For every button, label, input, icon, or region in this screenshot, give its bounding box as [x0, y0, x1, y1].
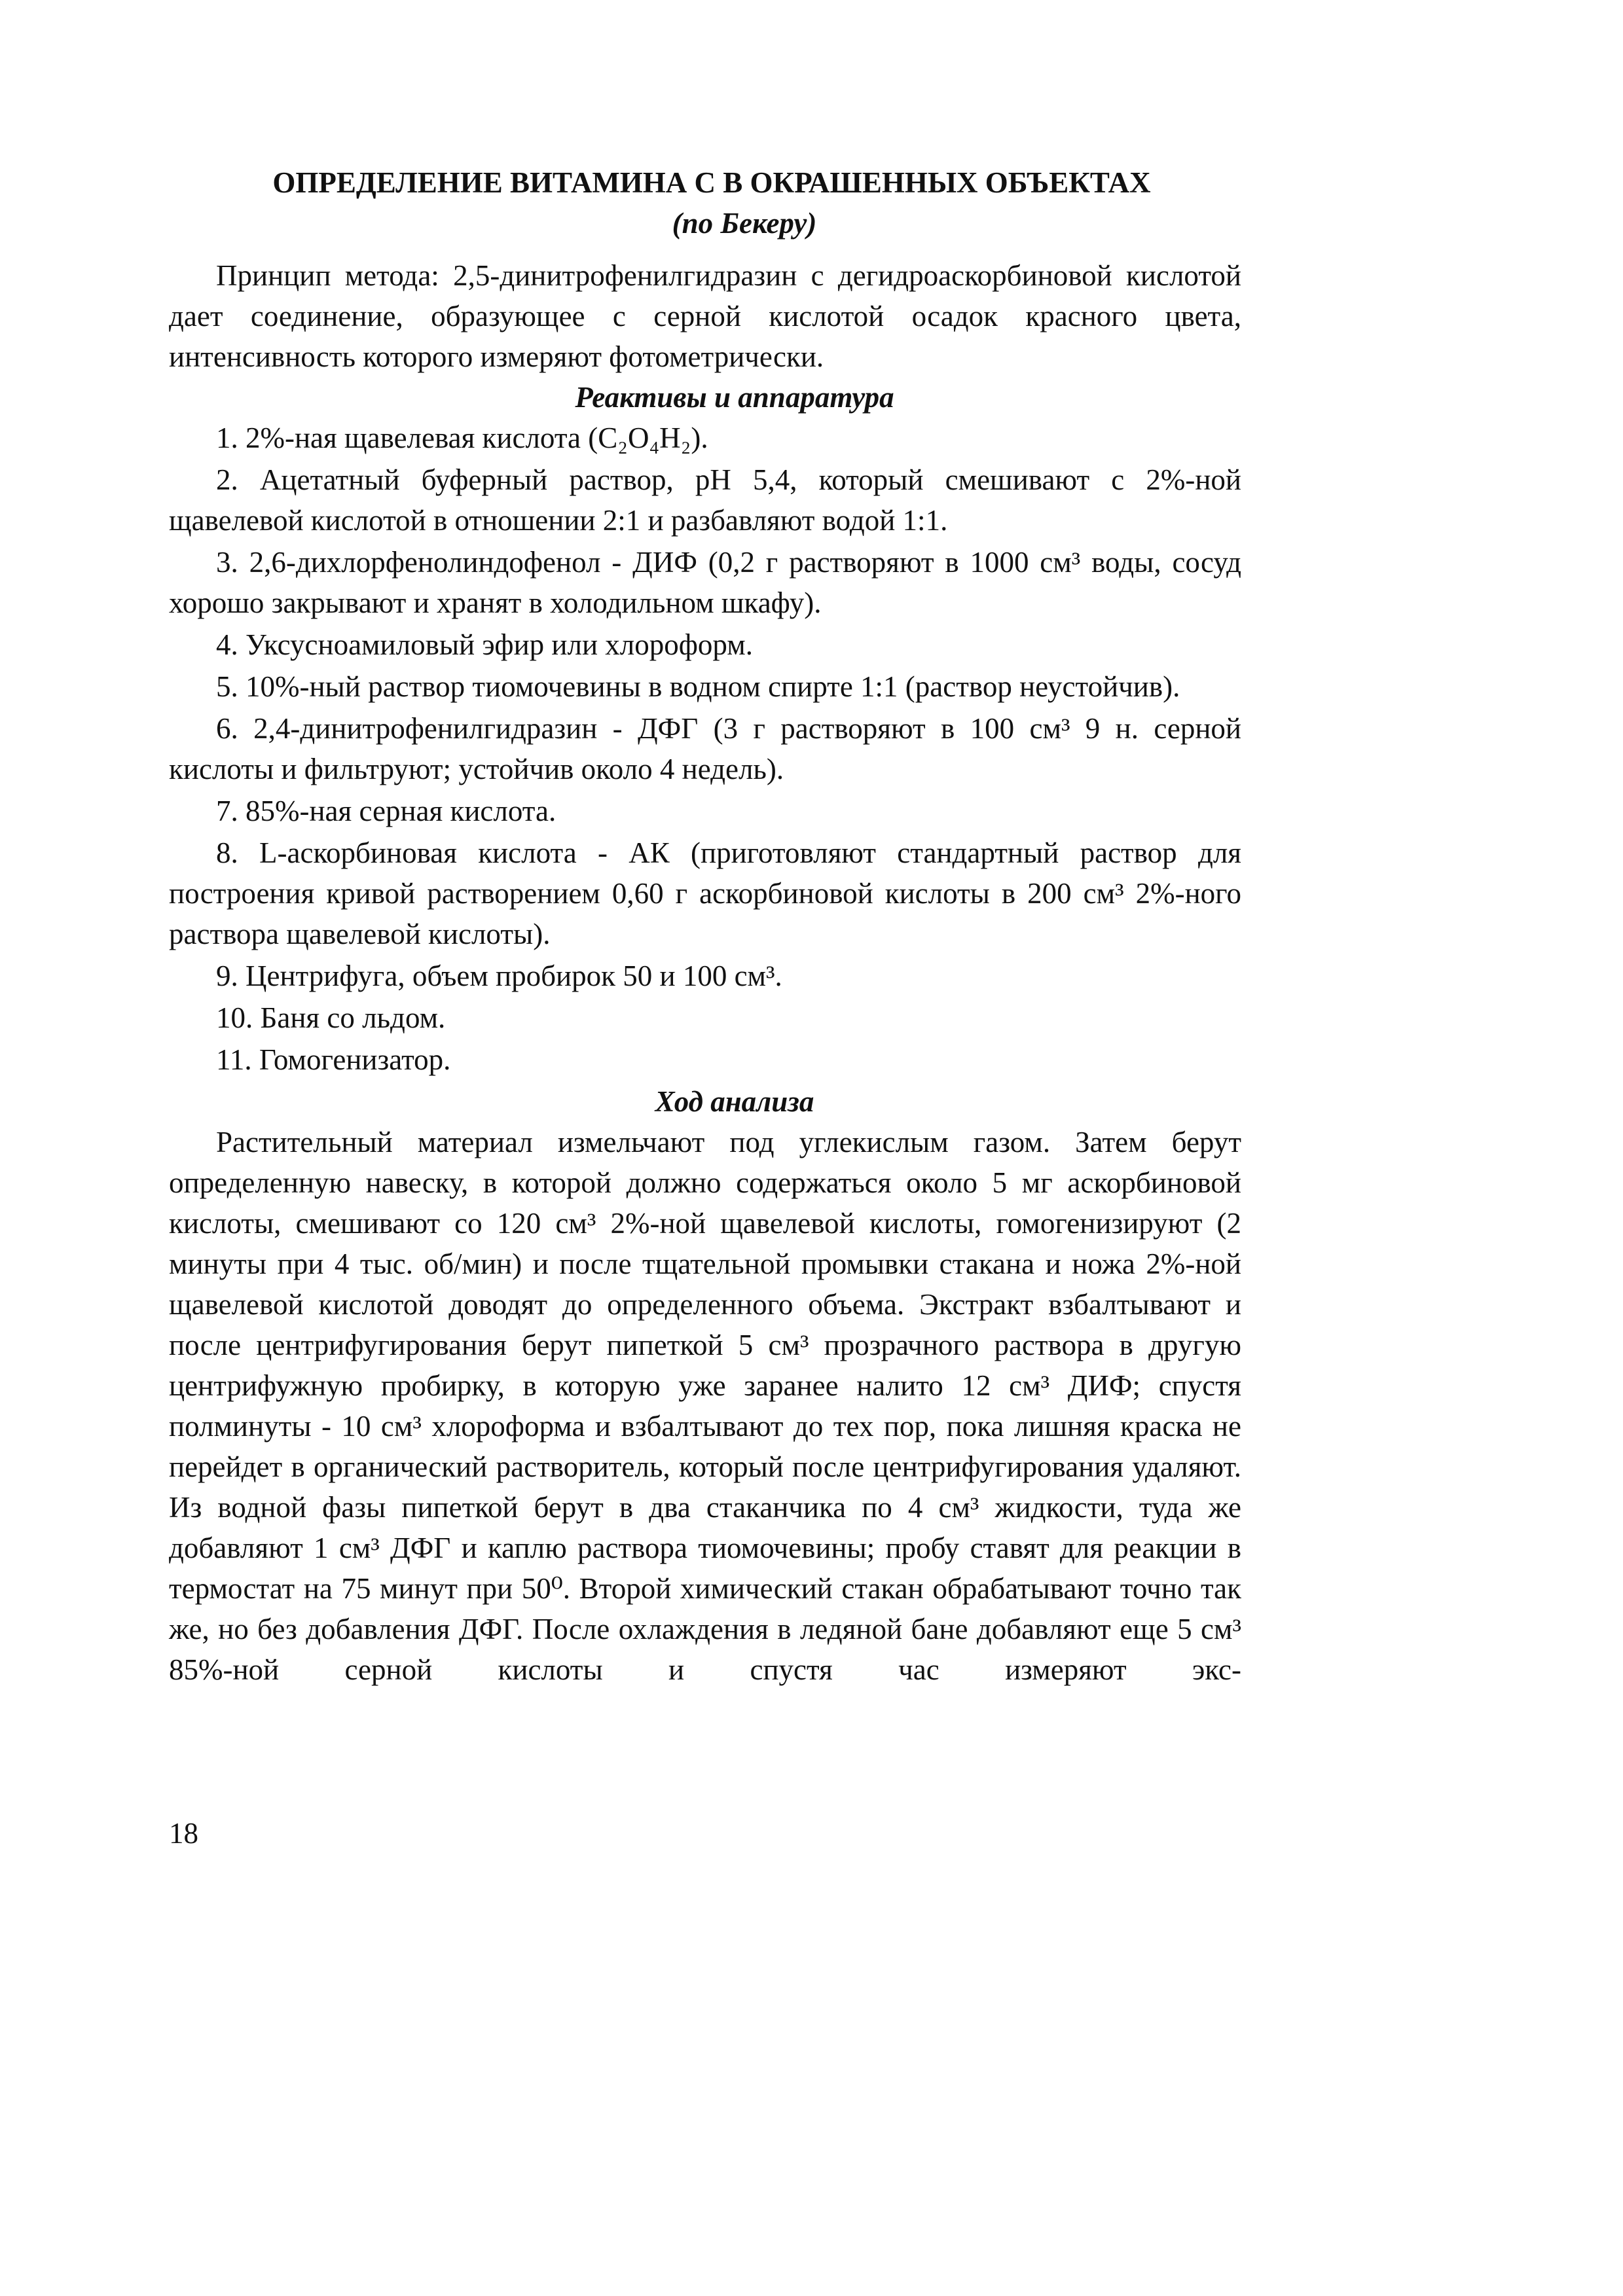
document-title: ОПРЕДЕЛЕНИЕ ВИТАМИНА C В ОКРАШЕННЫХ ОБЪЕКТАХ	[272, 166, 1151, 199]
reagents-heading: Реактивы и аппаратура	[575, 381, 894, 414]
reagent-item: 8. L-аскорбиновая кислота - АК (приготовляют стандартный раствор для построения кривой растворением 0,60 г аскорбиновой кислоты в 200 см³ 2%-ного раствора щавелевой кислоты).	[169, 836, 1241, 950]
document-subtitle: (по Бекеру)	[672, 207, 817, 240]
reagent-item: 1. 2%-ная щавелевая кислота (C₂O₄H₂).	[216, 422, 708, 454]
reagent-item: 7. 85%-ная серная кислота.	[216, 795, 556, 827]
reagent-item: 3. 2,6-дихлорфенолиндофенол - ДИФ (0,2 г растворяют в 1000 см³ воды, сосуд хорошо закрывают и хранят в холодильном шкафу).	[169, 546, 1241, 619]
procedure-paragraph: Растительный материал измельчают под углекислым газом. Затем берут определенную навеску, в которой должно содержаться около 5 мг аскорбиновой кислоты, смешивают со 120 см³ 2%-ной щавелевой кислоты, гомогенизируют (2 минуты при 4 тыс. об/мин) и после тщательной промывки стакана и ножа 2%-ной щавелевой кислотой доводят до определенного объема. Экстракт взбалтывают и после центрифугирования берут пипеткой 5 см³ прозрачного раствора в другую центрифужную пробирку, в которую уже заранее налито 12 см³ ДИФ; спустя полминуты - 10 см³ хлороформа и взбалтывают до тех пор, пока лишняя краска не перейдет в органический растворитель, который после центрифугирования удаляют. Из водной фазы пипеткой берут в два стаканчика по 4 см³ жидкости, туда же добавляют 1 см³ ДФГ и каплю раствора тиомочевины; пробу ставят для реакции в термостат на 75 минут при 50⁰. Второй химический стакан обрабатывают точно так же, но без добавления ДФГ. После охлаждения в ледяной бане добавляют еще 5 см³ 85%-ной серной кислоты и спустя час измеряют экс-	[169, 1126, 1241, 1686]
reagent-item: 10. Баня со льдом.	[216, 1001, 446, 1034]
reagent-item: 11. Гомогенизатор.	[216, 1043, 451, 1076]
page-content	[169, 162, 1241, 1690]
reagent-item: 4. Уксусноамиловый эфир или хлороформ.	[216, 628, 753, 661]
procedure-heading: Ход анализа	[655, 1085, 814, 1118]
reagent-item: 2. Ацетатный буферный раствор, pH 5,4, который смешивают с 2%-ной щавелевой кислотой в отношении 2:1 и разбавляют водой 1:1.	[169, 463, 1241, 537]
reagent-item: 6. 2,4-динитрофенилгидразин - ДФГ (3 г растворяют в 100 см³ 9 н. серной кислоты и фильтруют; устойчив около 4 недель).	[169, 712, 1241, 785]
reagent-item: 9. Центрифуга, объем пробирок 50 и 100 см³.	[216, 960, 782, 992]
reagent-item: 5. 10%-ный раствор тиомочевины в водном спирте 1:1 (раствор неустойчив).	[216, 670, 1180, 703]
page-number: 18	[169, 1817, 198, 1850]
principle-paragraph: Принцип метода: 2,5-динитрофенилгидразин с дегидроаскорбиновой кислотой дает соединение, образующее с серной кислотой осадок красного цвета, интенсивность которого измеряют фотометрически.	[169, 259, 1241, 373]
